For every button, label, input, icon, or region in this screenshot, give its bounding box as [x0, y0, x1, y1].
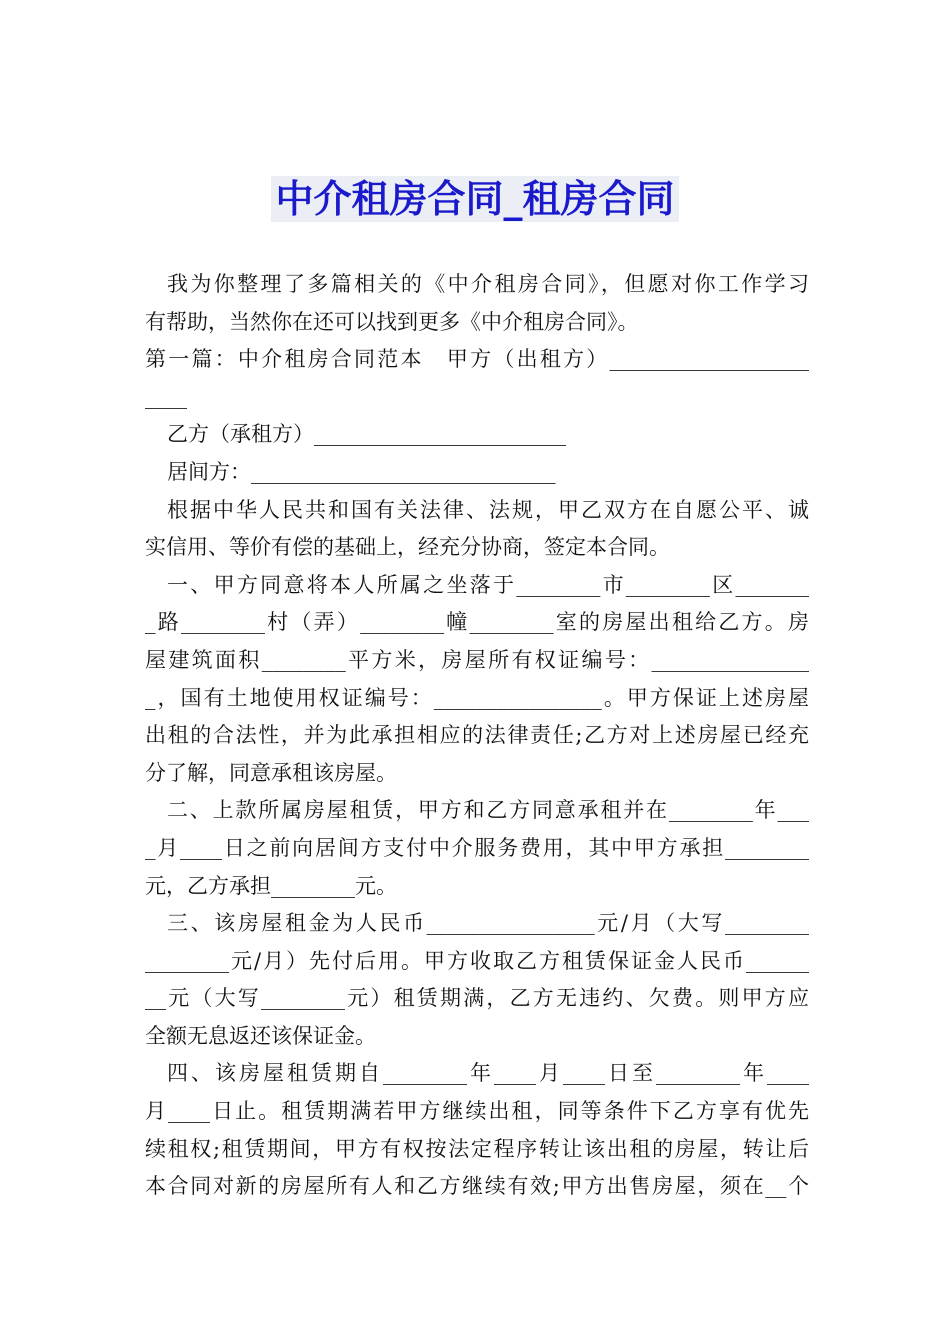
text-line: 实信用、等价有偿的基础上，经充分协商，签定本合同。 — [145, 535, 670, 560]
text-line: ________元/月）先付后用。甲方收取乙方租赁保证金人民币______ — [145, 948, 809, 973]
text-line: 四、该房屋租赁期自________年____月____日至________年____ — [167, 1061, 809, 1086]
text-line: 居间方：_____________________________ — [167, 459, 556, 484]
text-line: 乙方（承租方）________________________ — [167, 422, 566, 447]
text-line: _路________村（弄）________幢________室的房屋出租给乙方。房 — [145, 610, 809, 635]
text-line: 本合同对新的房屋所有人和乙方继续有效;甲方出售房屋，须在__个 — [145, 1174, 809, 1199]
text-line: 根据中华人民共和国有关法律、法规，甲乙双方在自愿公平、诚 — [167, 497, 809, 522]
text-line: 有帮助，当然你在还可以找到更多《中介租房合同》。 — [145, 309, 639, 334]
text-line: 月____日止。租赁期满若甲方继续出租，同等条件下乙方享有优先 — [145, 1099, 809, 1124]
text-line: 续租权;租赁期间，甲方有权按法定程序转让该出租的房屋，转让后 — [145, 1136, 809, 1161]
text-line: 三、该房屋租金为人民币________________元/月（大写________ — [167, 911, 809, 936]
document-body — [145, 266, 809, 1206]
text-line: _月____日之前向居间方支付中介服务费用，其中甲方承担________ — [145, 835, 809, 860]
text-line: __元（大写________元）租赁期满，乙方无违约、欠费。则甲方应 — [145, 986, 809, 1011]
text-line: 出租的合法性，并为此承担相应的法律责任;乙方对上述房屋已经充 — [145, 723, 809, 748]
text-line: _，国有土地使用权证编号：________________。甲方保证上述房屋 — [145, 685, 809, 710]
text-line: 第一篇：中介租房合同范本 甲方（出租方）___________________ — [145, 347, 809, 372]
text-line: 我为你整理了多篇相关的《中介租房合同》，但愿对你工作学习 — [167, 272, 809, 296]
text-line: 二、上款所属房屋租赁，甲方和乙方同意承租并在________年___ — [167, 798, 809, 823]
text-line: 一、甲方同意将本人所属之坐落于________市________区_______ — [167, 572, 809, 597]
text-line: 屋建筑面积________平方米，房屋所有权证编号：_______________ — [145, 647, 809, 672]
text-line: 全额无息返还该保证金。 — [145, 1023, 376, 1048]
title-container — [0, 176, 950, 222]
text-line: 分了解，同意承租该房屋。 — [145, 760, 397, 785]
document-title: 中介租房合同_租房合同 — [271, 176, 678, 222]
text-line: 元，乙方承担________元。 — [145, 873, 397, 898]
text-line: ____ — [145, 384, 187, 409]
